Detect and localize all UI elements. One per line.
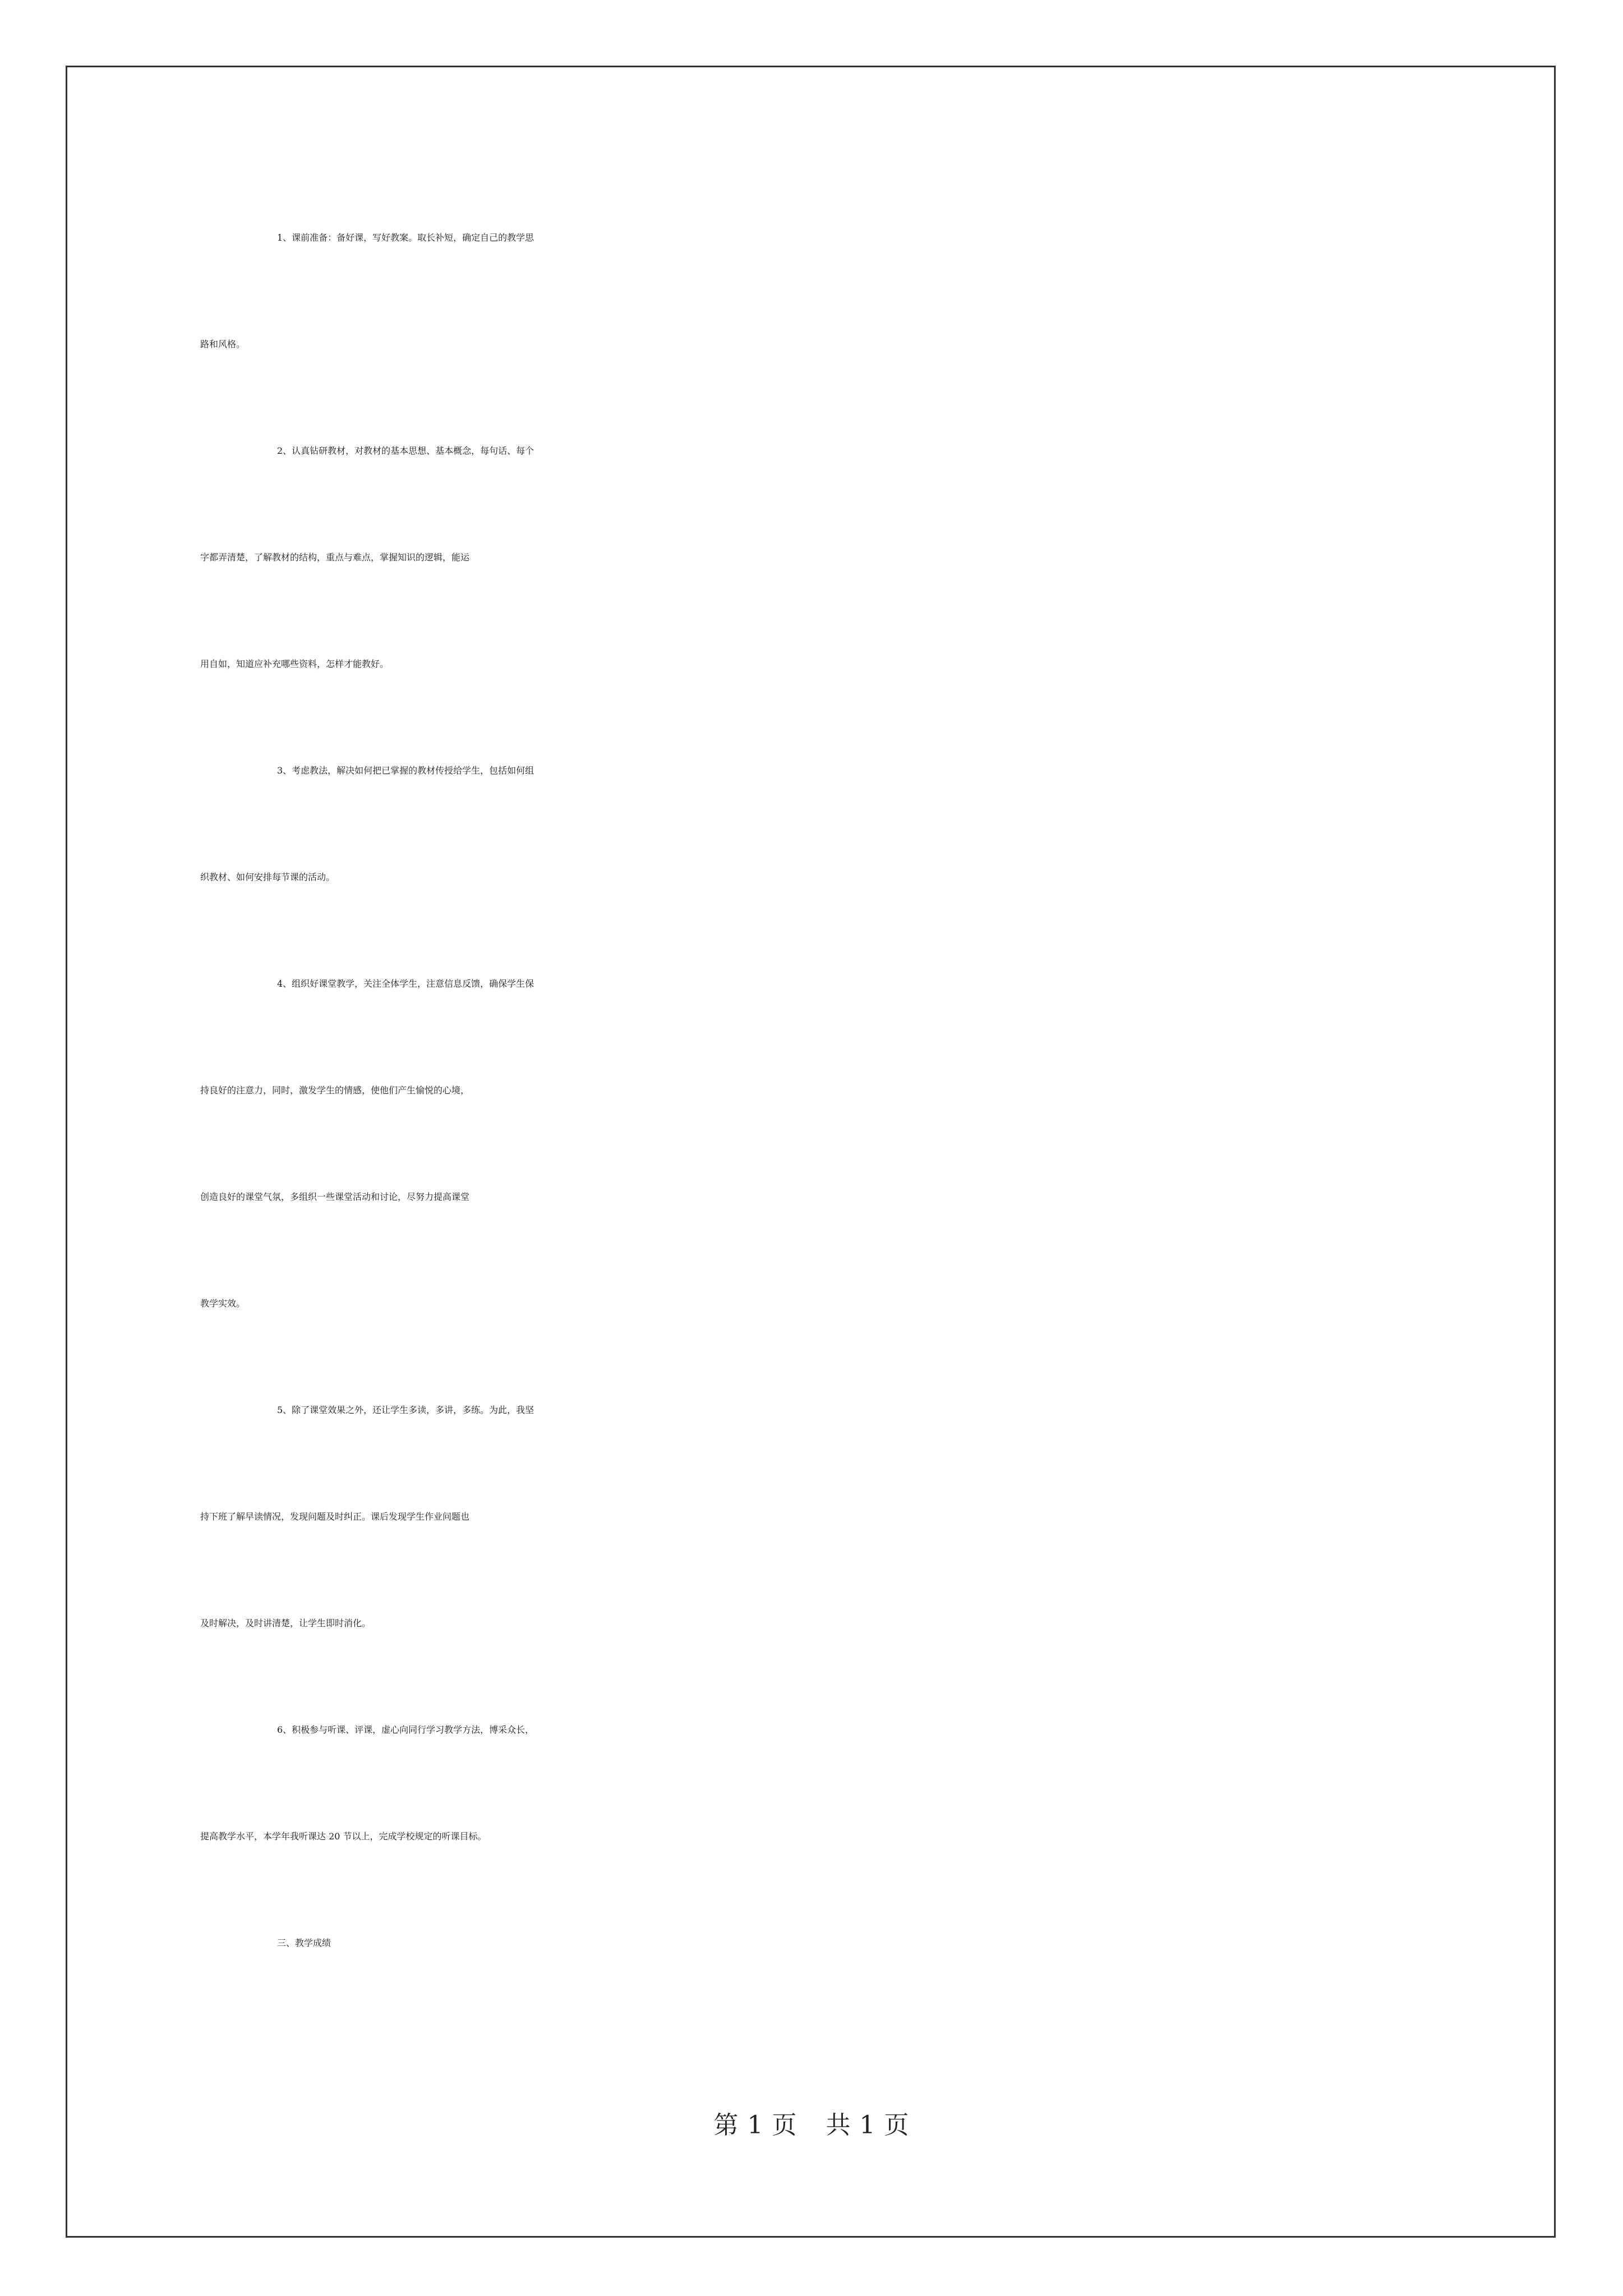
text-line: 3、考虑教法，解决如何把已掌握的教材传授给学生，包括如何组 bbox=[277, 765, 534, 776]
text-line: 用自如，知道应补充哪些资料，怎样才能教好。 bbox=[200, 659, 389, 669]
text-line: 持下班了解早读情况，发现问题及时纠正。课后发现学生作业问题也 bbox=[200, 1511, 470, 1522]
text-line: 及时解决，及时讲清楚，让学生即时消化。 bbox=[200, 1618, 371, 1628]
text-line: 2、认真钻研教材，对教材的基本思想、基本概念，每句话、每个 bbox=[277, 445, 534, 456]
text-line: 1、课前准备：备好课，写好教案。取长补短，确定自己的教学思 bbox=[277, 232, 534, 243]
section-heading: 三、教学成绩 bbox=[277, 1938, 331, 1948]
page-total: 共 1 页 bbox=[826, 2111, 910, 2139]
text-line: 5、除了课堂效果之外，还让学生多读，多讲，多练。为此，我坚 bbox=[277, 1405, 534, 1415]
text-line: 创造良好的课堂气氛，多组织一些课堂活动和讨论，尽努力提高课堂 bbox=[200, 1191, 470, 1202]
text-line: 提高教学水平，本学年我听课达 20 节以上，完成学校规定的听课目标。 bbox=[200, 1831, 487, 1842]
page-number: 第 1 页 bbox=[713, 2111, 797, 2139]
text-line: 6、积极参与听课、评课，虚心向同行学习教学方法，博采众长， bbox=[277, 1724, 534, 1735]
text-line: 织教材、如何安排每节课的活动。 bbox=[200, 872, 335, 882]
document-body bbox=[200, 210, 1428, 2022]
text-line: 4、组织好课堂教学，关注全体学生，注意信息反馈，确保学生保 bbox=[277, 978, 534, 989]
text-line: 持良好的注意力，同时，激发学生的情感，使他们产生愉悦的心境， bbox=[200, 1085, 470, 1096]
text-line: 路和风格。 bbox=[200, 339, 246, 349]
text-line: 教学实效。 bbox=[200, 1298, 246, 1309]
page-footer bbox=[0, 2105, 1623, 2141]
text-line: 字都弄清楚，了解教材的结构，重点与难点，掌握知识的逻辑，能运 bbox=[200, 552, 470, 563]
